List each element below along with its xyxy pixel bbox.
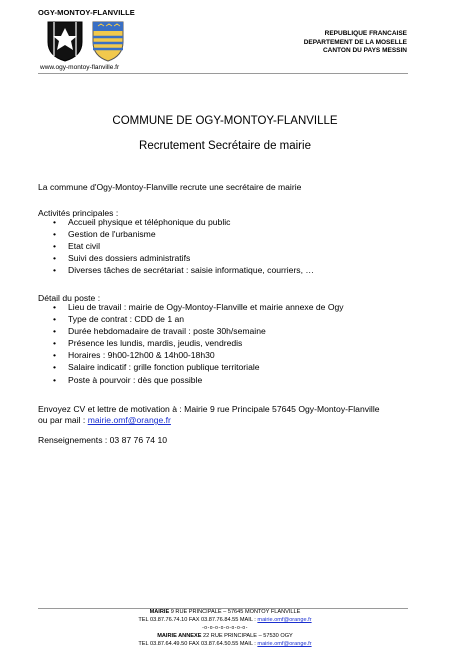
footer-annexe-label: MAIRIE ANNEXE (157, 633, 202, 639)
administrative-header (304, 30, 407, 56)
activities-list (38, 216, 420, 276)
commune-name-header: OGY-MONTOY-FLANVILLE (38, 8, 135, 17)
intro-text: La commune d'Ogy-Montoy-Flanville recrute une secrétaire de mairie (38, 182, 302, 192)
admin-line-canton: CANTON DU PAYS MESSIN (322, 47, 407, 54)
contact-email-prefix: ou par mail : (38, 415, 88, 425)
footer-mairie-street: 9 RUE PRINCIPALE – 57645 MONTOY FLANVILLE (169, 609, 301, 615)
list-item: • Horaires : 9h00-12h00 & 14h00-18h30 (38, 349, 420, 361)
list-item: • Suivi des dossiers administratifs (38, 252, 420, 264)
footer-mairie-address (0, 609, 450, 617)
footer-mairie-contact (0, 617, 450, 625)
list-item: • Poste à pourvoir : dès que possible (38, 374, 420, 386)
contact-email-link[interactable]: mairie.omf@orange.fr (87, 415, 171, 425)
admin-line-republique: REPUBLIQUE FRANCAISE (324, 30, 407, 37)
list-item: • Présence les lundis, mardis, jeudis, vendredis (38, 337, 420, 349)
footer-annexe-email-link[interactable]: mairie.omf@orange.fr (257, 641, 312, 647)
contact-address: Envoyez CV et lettre de motivation à : Mairie 9 rue Principale 57645 Ogy-Montoy-Flanville (38, 404, 380, 414)
activities-heading: Activités principales : (38, 208, 119, 218)
admin-line-departement: DEPARTEMENT DE LA MOSELLE (303, 38, 407, 46)
list-item: • Durée hebdomadaire de travail : poste 30h/semaine (38, 325, 420, 337)
footer-mairie-email-link[interactable]: mairie.omf@orange.fr (257, 617, 312, 623)
contact-email-line (38, 415, 410, 426)
list-item: • Diverses tâches de secrétariat : saisie informatique, courriers, … (38, 264, 420, 276)
list-item: • Type de contrat : CDD de 1 an (38, 313, 420, 325)
list-item: • Gestion de l'urbanisme (38, 228, 420, 240)
footer-annexe-contact (0, 641, 450, 649)
footer-annexe-phone: TEL 03.87.64.49.50 FAX 03.87.64.50.55 MAIL : (138, 641, 258, 647)
renseignements-phone: Renseignements : 03 87 76 74 10 (38, 435, 167, 445)
list-item: • Etat civil (38, 240, 420, 252)
footer-annexe-street: 22 RUE PRINCIPALE – 57530 OGY (201, 633, 293, 639)
contact-block (38, 404, 410, 426)
document-title: COMMUNE DE OGY-MONTOY-FLANVILLE (112, 115, 338, 127)
footer-mairie-label: MAIRIE (149, 609, 170, 615)
footer-annexe-address (0, 633, 450, 641)
footer-mairie-phone: TEL 03.87.76.74.10 FAX 03.87.76.84.55 MAIL : (138, 617, 258, 623)
details-list (38, 301, 420, 386)
coat-of-arms-ogy-icon (46, 20, 84, 62)
details-heading: Détail du poste : (38, 293, 101, 303)
list-item: • Salaire indicatif : grille fonction publique territoriale (38, 361, 420, 373)
list-item: • Lieu de travail : mairie de Ogy-Montoy-Flanville et mairie annexe de Ogy (38, 301, 420, 313)
header-divider (38, 73, 408, 74)
document-subtitle: Recrutement Secrétaire de mairie (139, 140, 311, 152)
list-item: • Accueil physique et téléphonique du public (38, 216, 420, 228)
website-url: www.ogy-montoy-flanville.fr (40, 64, 120, 71)
footer-separator: -o-o-o-o-o-o-o-o- (202, 625, 248, 631)
coat-of-arms-montoy-icon (92, 20, 124, 62)
